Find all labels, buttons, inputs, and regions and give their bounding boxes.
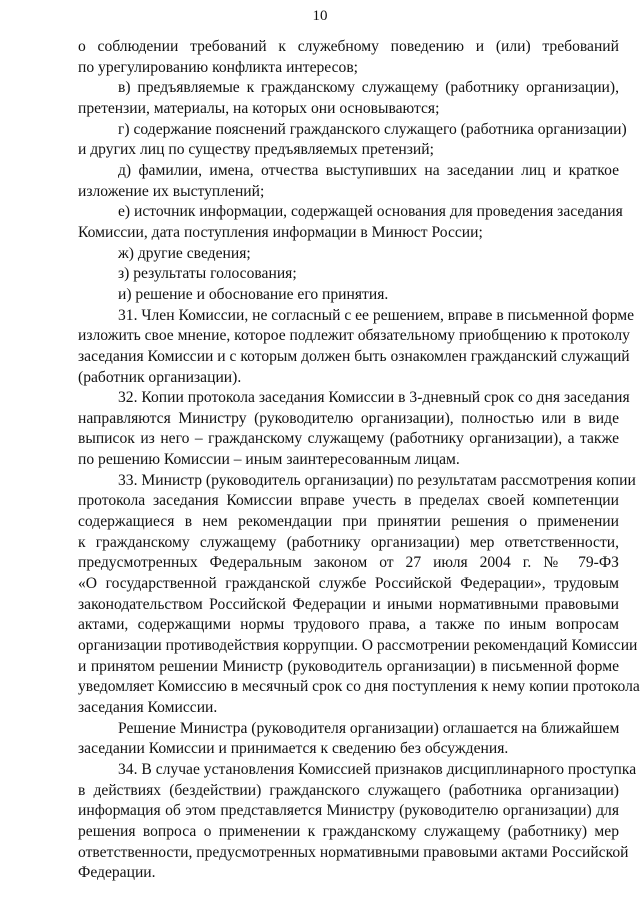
paragraph [78,78,619,119]
text-line: законодательством Российской Федерации и иными нормативными правовыми [78,595,619,613]
text-line: выписок из него – гражданскому служащему (работнику организации), а также [78,430,619,448]
text-line: по урегулированию конфликта интересов; [78,58,359,76]
paragraph [78,244,619,265]
page-number: 10 [312,8,328,24]
paragraph [78,285,619,306]
text-line: заседания Комиссии и с которым должен быть ознакомлен гражданский служащий [78,347,630,365]
text-line: г) содержание пояснений гражданского служащего (работника организации) [118,120,627,138]
text-line: в действиях (бездействии) гражданского служащего (работника организации) [78,781,619,799]
text-line: заседании Комиссии и принимается к сведению без обсуждения. [78,740,509,758]
text-line: (работник организации). [78,368,242,386]
text-line: изложить свое мнение, которое подлежит обязательному приобщению к протоколу [78,327,630,345]
text-line: по решению Комиссии – иным заинтересованным лицам. [78,451,460,469]
text-line: о соблюдении требований к служебному поведению и (или) требований [78,38,619,55]
text-line: в) предъявляемые к гражданскому служащему (работнику организации), [118,79,619,97]
paragraph [78,37,619,78]
text-line: к гражданскому служащему (работнику организации) мер ответственности, [78,533,619,551]
text-line: содержащиеся в нем рекомендации при принятии решения о применении [78,513,619,531]
text-line: ответственности, предусмотренных нормативными правовыми актами Российской [78,843,629,861]
paragraph [78,388,630,471]
text-line: предусмотренных Федеральным законом от 27 июля 2004 г. № 79-ФЗ [78,554,619,572]
text-line: 34. В случае установления Комиссией признаков дисциплинарного проступка [118,760,637,778]
text-line: 33. Министр (руководитель организации) по результатам рассмотрения копии [118,471,636,489]
text-line: направляются Министру (руководителю организации), полностью или в виде [78,409,619,427]
text-line: и) решение и обоснование его принятия. [118,285,389,303]
paragraph [78,120,627,161]
text-line: уведомляет Комиссию в месячный срок со дня поступления к нему копии протокола [78,678,640,696]
document-body [78,37,640,884]
text-line: протокола заседания Комиссии вправе учесть в пределах своей компетенции [78,492,619,510]
text-line: актами, содержащими нормы трудового права, а также по иным вопросам [78,616,619,634]
text-line: информация об этом представляется Министру (руководителю организации) для [78,802,619,820]
paragraph [78,264,619,285]
text-line: «О государственной гражданской службе Российской Федерации», трудовым [78,575,619,593]
text-line: з) результаты голосования; [118,265,297,283]
paragraph [78,161,619,202]
paragraph [78,719,619,760]
text-line: 31. Член Комиссии, не согласный с ее решением, вправе в письменной форме [118,306,635,324]
paragraph [78,471,640,719]
text-line: Решение Министра (руководителя организации) оглашается на ближайшем [118,719,620,737]
text-line: решения вопроса о применении к гражданскому служащему (работнику) мер [78,822,619,840]
text-line: претензии, материалы, на которых они основываются; [78,99,440,117]
paragraph [78,202,623,243]
text-line: д) фамилии, имена, отчества выступивших на заседании лиц и краткое [118,161,619,179]
text-line: 32. Копии протокола заседания Комиссии в 3-дневный срок со дня заседания [118,389,630,407]
text-line: изложение их выступлений; [78,182,265,200]
text-line: Комиссии, дата поступления информации в Минюст России; [78,223,483,241]
text-line: ж) другие сведения; [118,244,251,262]
paragraph [78,306,635,389]
text-line: организации противодействия коррупции. О рассмотрении рекомендаций Комиссии [78,637,638,655]
paragraph [78,760,637,884]
text-line: Федерации. [78,864,156,882]
text-line: е) источник информации, содержащей основания для проведения заседания [118,203,623,221]
text-line: и принятом решении Министр (руководитель организации) в письменной форме [78,657,619,675]
text-line: заседания Комиссии. [78,699,218,716]
text-line: и других лиц по существу предъявляемых претензий; [78,141,434,159]
